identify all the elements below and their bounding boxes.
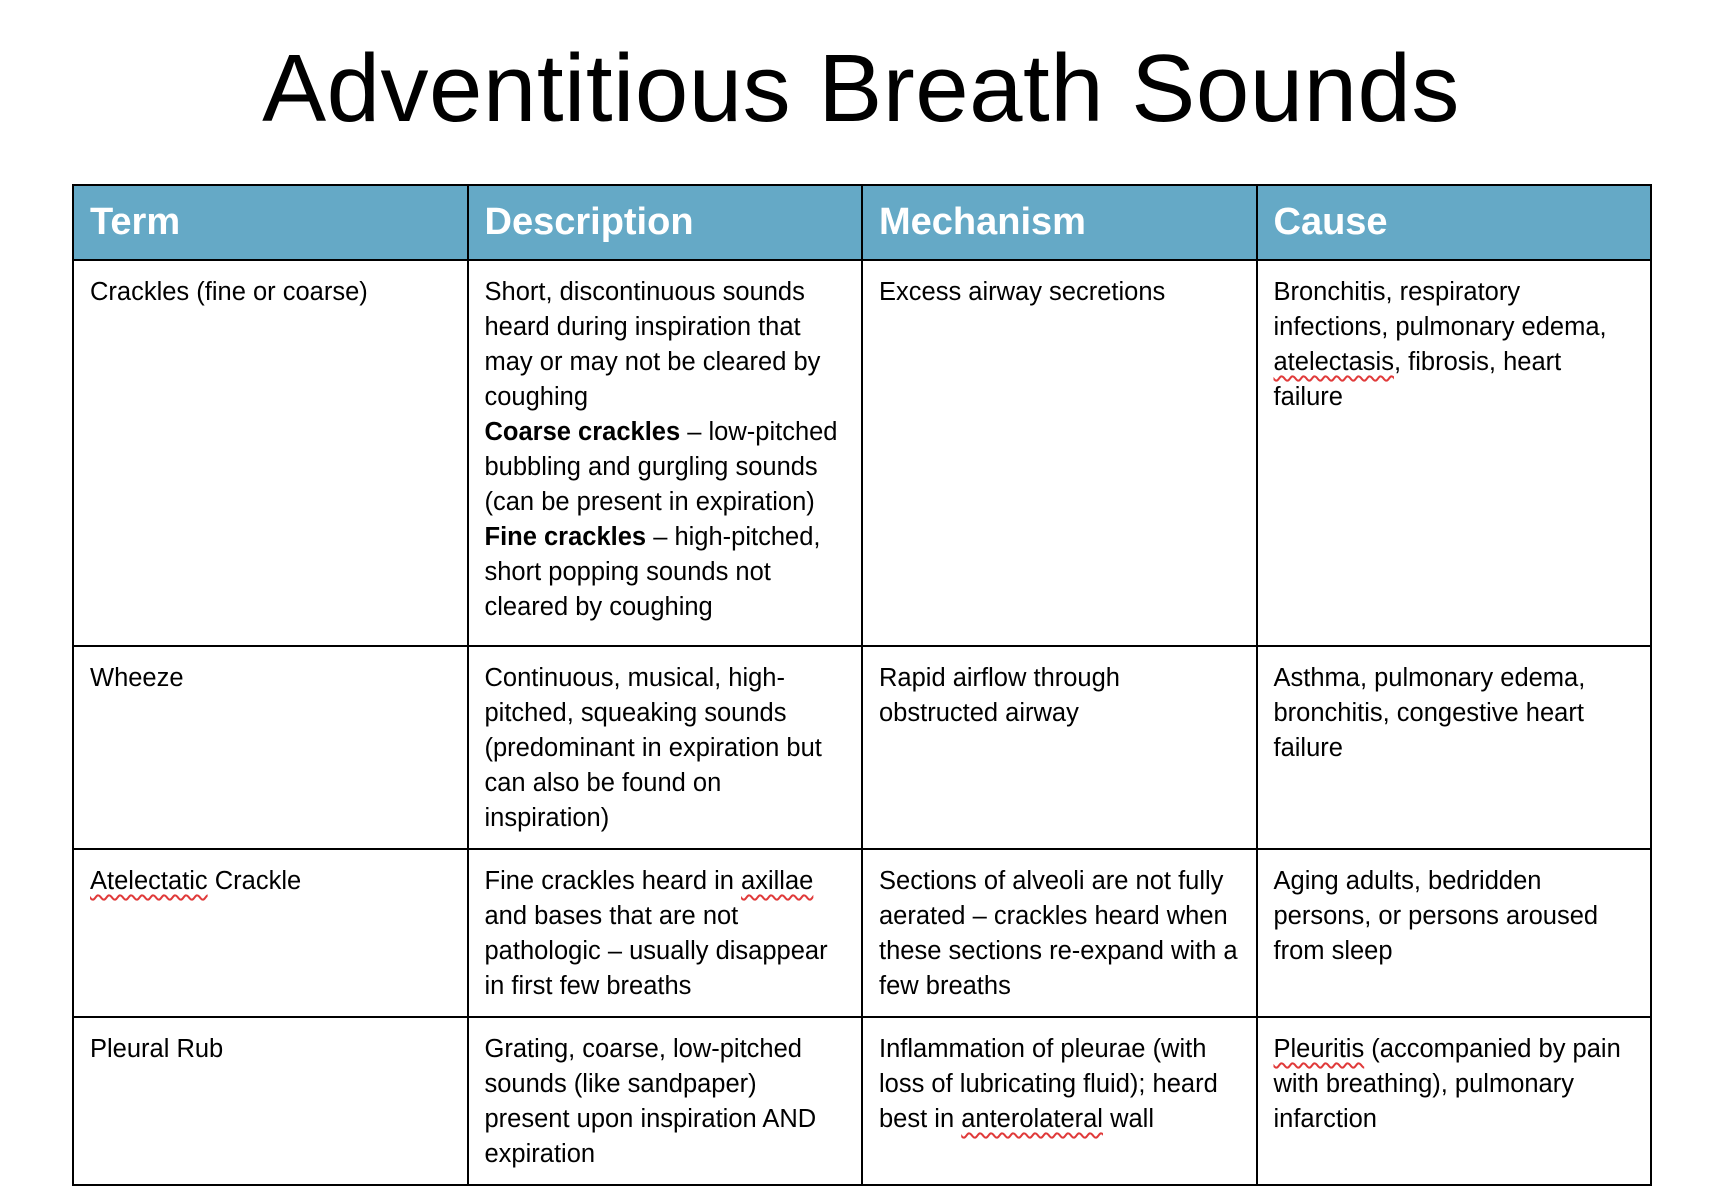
header-term: Term: [73, 185, 468, 260]
cause-text-after: , fibrosis, heart failure: [1273, 348, 1562, 411]
table-header-row: [73, 185, 1651, 260]
mechanism-cell: Rapid airflow through obstructed airway: [862, 646, 1257, 849]
description-intro: Short, discontinuous sounds heard during inspiration that may or may not be cleared by coughing: [484, 278, 821, 411]
term-cell: Crackles (fine or coarse): [73, 260, 468, 646]
coarse-crackles-text: – low-pitched bubbling and gurgling sounds (can be present in expiration): [484, 418, 838, 516]
header-description: Description: [468, 185, 863, 260]
coarse-crackles-line: [485, 415, 846, 520]
description-cell: Grating, coarse, low-pitched sounds (like sandpaper) present upon inspiration AND expiration: [468, 1017, 863, 1185]
header-cause: Cause: [1257, 185, 1652, 260]
table-row: [73, 849, 1651, 1017]
description-text-after: and bases that are not pathologic – usually disappear in first few breaths: [484, 902, 828, 1000]
cause-cell: Aging adults, bedridden persons, or persons aroused from sleep: [1257, 849, 1652, 1017]
table-row: [73, 260, 1651, 646]
description-cell: Continuous, musical, high-pitched, squeaking sounds (predominant in expiration but can also be found on inspiration): [468, 646, 863, 849]
term-cell: [73, 849, 468, 1017]
cause-cell: Asthma, pulmonary edema, bronchitis, congestive heart failure: [1257, 646, 1652, 849]
term-text-after: Crackle: [207, 867, 302, 895]
term-cell: Pleural Rub: [73, 1017, 468, 1185]
mechanism-text-after: wall: [1102, 1105, 1154, 1133]
breath-sounds-table: [72, 184, 1652, 1186]
coarse-crackles-label: Coarse crackles: [484, 418, 681, 446]
header-mechanism: Mechanism: [862, 185, 1257, 260]
cause-text-before: Bronchitis, respiratory infections, pulmonary edema,: [1273, 278, 1607, 341]
fine-crackles-line: [485, 520, 846, 625]
description-cell: [468, 260, 863, 646]
mechanism-cell: Sections of alveoli are not fully aerated – crackles heard when these sections re-expand with a few breaths: [862, 849, 1257, 1017]
spellcheck-flagged-word: axillae: [741, 867, 814, 895]
mechanism-cell: Excess airway secretions: [862, 260, 1257, 646]
mechanism-cell: [862, 1017, 1257, 1185]
fine-crackles-label: Fine crackles: [484, 523, 647, 551]
description-text-before: Fine crackles heard in: [484, 867, 742, 895]
term-cell: Wheeze: [73, 646, 468, 849]
mechanism-text-before: Inflammation of pleurae (with loss of lubricating fluid); heard best in: [879, 1035, 1218, 1133]
spellcheck-flagged-word: Atelectatic: [90, 867, 208, 895]
cause-text-after: (accompanied by pain with breathing), pulmonary infarction: [1273, 1035, 1621, 1133]
table-row: [73, 646, 1651, 849]
page-title: Adventitious Breath Sounds: [262, 35, 1460, 142]
spellcheck-flagged-word: Pleuritis: [1273, 1035, 1365, 1063]
spellcheck-flagged-word: atelectasis: [1273, 348, 1394, 376]
cause-cell: [1257, 1017, 1652, 1185]
cause-cell: [1257, 260, 1652, 646]
spellcheck-flagged-word: anterolateral: [961, 1105, 1103, 1133]
description-cell: [468, 849, 863, 1017]
table-row: [73, 1017, 1651, 1185]
fine-crackles-text: – high-pitched, short popping sounds not cleared by coughing: [484, 523, 821, 621]
